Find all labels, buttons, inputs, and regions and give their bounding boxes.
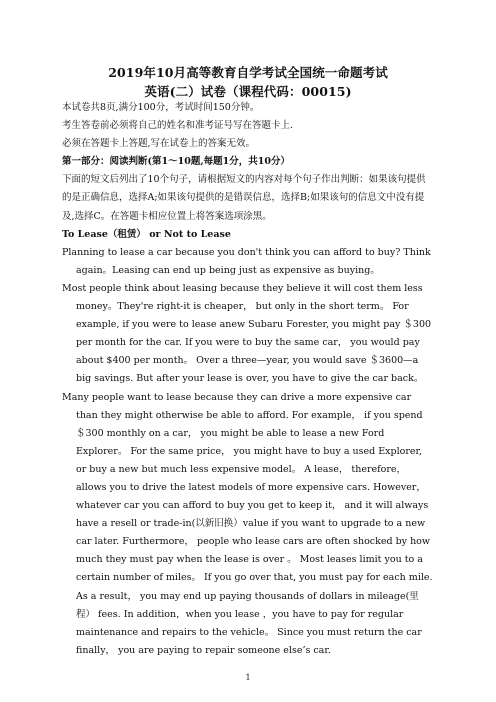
page-number: 1 bbox=[245, 673, 251, 682]
document-body bbox=[62, 99, 434, 660]
passage-paragraph: Most people think about leasing because they believe it will cost them less money。They're right-it is cheaper， but only in the short term。 For example, if you were to lease anew Subaru Forester, you might pay ＄300 per month for the car. If you were to buy the same car， you would pay about $400 per month。 Over a three—year, you would save ＄3600—a big savings. But after your lease is over, you have to give the car back。 bbox=[62, 282, 432, 385]
exam-subtitle: 英语(二）试卷（课程代码：00015) bbox=[144, 84, 352, 99]
part-heading: 第一部分：阅读判断(第1～10题,每题1分，共10分） bbox=[62, 156, 290, 168]
instruction-line: 考生答卷前必须将自己的姓名和准考证号写在答题卡上. bbox=[62, 120, 294, 132]
passage-paragraph: Planning to lease a car because you don't think you can afford to buy? Think again。Leasing can end up being just as expensive as buying。 bbox=[62, 246, 431, 276]
instruction-line: 必须在答题卡上答题,写在试卷上的答案无效。 bbox=[62, 138, 256, 150]
passage-title: To Lease（租赁） or Not to Lease bbox=[62, 228, 231, 240]
part-directions: 下面的短文后列出了10个句子，请根据短文的内容对每个句子作出判断：如果该句提供的是正确信息，选择A;如果该句提供的是错误信息，选择B;如果该句的信息文中没有提及,选择C。在答题卡相应位置上将答案选项涂黑。 bbox=[62, 174, 426, 222]
instruction-line: 本试卷共8页,满分100分，考试时间150分钟。 bbox=[62, 102, 260, 113]
exam-title: 2019年10月高等教育自学考试全国统一命题考试 bbox=[108, 65, 388, 80]
passage-paragraph: Many people want to lease because they can drive a more expensive car than they might otherwise be able to afford. For example， if you spend ＄300 monthly on a car， you might be able to lease a new Ford Explorer。 For the same price， you might have to buy a used Explorer, or buy a new but much less expensive model。 A lease， therefore， allows you to drive the latest models of more expensive cars. However， whatever car you can afford to buy you get to keep it， and it will always have a resell or trade-in(以新旧换）value if you want to upgrade to a new car later. Furthermore， people who lease cars are often shocked by how much they must pay when the lease is over 。 Most leases limit you to a certain number of miles。 If you go over that, you must pay for each mile. As a result， you may end up paying thousands of dollars in mileage(里程） fees. In addition，when you lease ，you have to pay for regular maintenance and repairs to the vehicle。 Since you must return the car finally， you are paying to repair someone else’s car. bbox=[62, 391, 433, 656]
